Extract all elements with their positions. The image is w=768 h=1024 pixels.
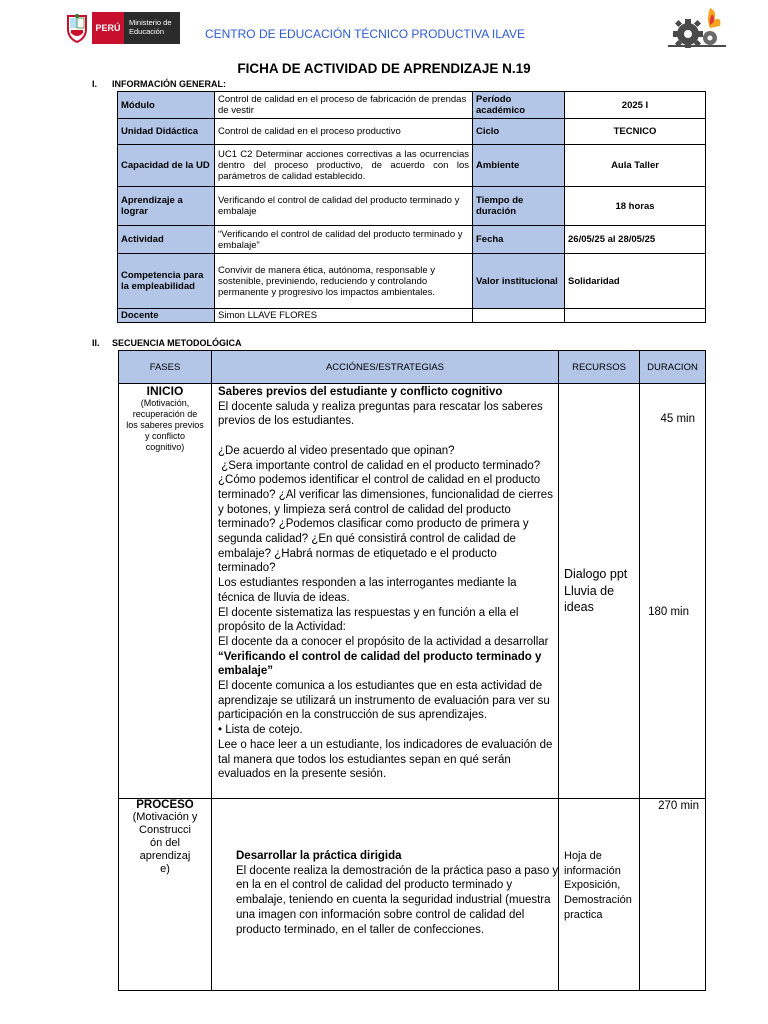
section-number: II. bbox=[92, 338, 100, 348]
table-row-inicio bbox=[119, 384, 706, 799]
action-line: segunda calidad? ¿En qué consistirá control de calidad de bbox=[218, 533, 516, 546]
section-title: SECUENCIA METODOLÓGICA bbox=[112, 338, 242, 348]
page-title: FICHA DE ACTIVIDAD DE APRENDIZAJE N.19 bbox=[237, 61, 531, 76]
action-line: El docente realiza la demostración de la práctica paso a paso y bbox=[236, 864, 559, 877]
phase-sub-line: (Motivación y bbox=[132, 811, 198, 823]
phase-sub-line: Construcci bbox=[139, 824, 191, 836]
ambiente-value: Aula Taller bbox=[565, 145, 706, 187]
section-heading-general bbox=[92, 79, 226, 89]
tiempo-value: 18 horas bbox=[565, 187, 706, 226]
table-row bbox=[118, 187, 706, 226]
modulo-label: Módulo bbox=[118, 92, 215, 119]
aprendizaje-label: Aprendizaje a lograr bbox=[118, 187, 215, 226]
action-line: participación en la construcción de sus aprendizajes. bbox=[218, 709, 488, 722]
periodo-value: 2025 I bbox=[565, 92, 706, 119]
empty-cell bbox=[473, 309, 565, 323]
action-line: terminado? ¿Al verificar las dimensiones, funcionalidad de cierres bbox=[218, 488, 553, 501]
action-line: Lee o hace leer a un estudiante, los indicadores de evaluación de bbox=[218, 738, 553, 751]
action-line: una imagen con información sobre control de calidad del bbox=[236, 908, 525, 921]
resource-line: información bbox=[564, 864, 621, 877]
col-header-recursos: RECURSOS bbox=[559, 351, 640, 384]
section-title: INFORMACIÓN GENERAL: bbox=[112, 79, 226, 89]
action-line: y botones, y limpieza será control de calidad del producto bbox=[218, 503, 511, 516]
resource-line: practica bbox=[564, 908, 603, 921]
unidad-value: Control de calidad en el proceso productivo bbox=[215, 119, 473, 145]
duration-value: 270 min bbox=[658, 800, 699, 812]
phase-inicio-description: (Motivación, recuperación de los saberes previos y conflicto cognitivo) bbox=[126, 398, 204, 452]
unidad-label: Unidad Didáctica bbox=[118, 119, 215, 145]
phase-sub-line: aprendizaj bbox=[139, 850, 191, 862]
phase-proceso-description bbox=[120, 811, 210, 876]
inicio-heading: Saberes previos del estudiante y conflicto cognitivo bbox=[218, 386, 503, 398]
resource-line: Exposición, bbox=[564, 879, 621, 892]
ciclo-value: TECNICO bbox=[565, 119, 706, 145]
action-line: ¿Sera importante control de calidad en el producto terminado? bbox=[218, 459, 541, 472]
valor-label: Valor institucional bbox=[473, 254, 565, 309]
action-line: • Lista de cotejo. bbox=[218, 724, 303, 737]
table-row bbox=[118, 92, 706, 119]
periodo-label: Período académico bbox=[473, 92, 565, 119]
peru-label: PERÚ bbox=[92, 12, 124, 44]
proceso-resources bbox=[559, 799, 640, 991]
phase-sub-line: ón del bbox=[150, 837, 180, 849]
modulo-value: Control de calidad en el proceso de fabricación de prendas de vestir bbox=[215, 92, 473, 119]
action-line: propósito de la Actividad: bbox=[218, 621, 346, 634]
action-line: terminado? ¿Podemos clasificar como producto de primera y bbox=[218, 518, 529, 531]
table-row bbox=[118, 226, 706, 254]
resource-line: ideas bbox=[564, 600, 594, 614]
duration-value: 45 min bbox=[660, 413, 695, 425]
aprendizaje-value: Verificando el control de calidad del producto terminado y embalaje bbox=[215, 187, 473, 226]
resource-line: Lluvia de bbox=[564, 583, 615, 598]
action-line: embalaje, teniendo en cuenta la seguridad industrial (muestra bbox=[236, 894, 551, 907]
action-line: en la en el control de calidad del producto terminado y bbox=[236, 879, 513, 892]
phase-inicio-name: INICIO bbox=[146, 384, 184, 398]
table-row bbox=[118, 309, 706, 323]
docente-value: Simon LLAVE FLORES bbox=[215, 309, 473, 323]
action-line: ¿De acuerdo al video presentado que opinan? bbox=[218, 444, 455, 457]
inicio-actions bbox=[212, 384, 559, 799]
action-line: El docente sistematiza las respuestas y en función a ella el bbox=[218, 606, 519, 619]
action-line: evaluados en la presente sesión. bbox=[218, 768, 387, 781]
resource-line: Dialogo ppt bbox=[564, 567, 628, 581]
section-number: I. bbox=[92, 79, 98, 89]
col-header-acciones: ACCIÓNES/ESTRATEGIAS bbox=[212, 351, 559, 384]
ministry-label: Ministerio de Educación bbox=[124, 12, 180, 44]
col-header-fases: FASES bbox=[119, 351, 212, 384]
action-line: El docente comunica a los estudiantes que en esta actividad de bbox=[218, 680, 543, 693]
actividad-value: “Verificando el control de calidad del producto terminado y embalaje” bbox=[215, 226, 473, 254]
ambiente-label: Ambiente bbox=[473, 145, 565, 187]
fecha-label: Fecha bbox=[473, 226, 565, 254]
inicio-resources bbox=[559, 384, 640, 799]
docente-label: Docente bbox=[118, 309, 215, 323]
action-line: El docente da a conocer el propósito de la actividad a desarrollar bbox=[218, 635, 549, 648]
phase-proceso-name: PROCESO bbox=[136, 799, 194, 811]
competencia-label: Competencia para la empleabilidad bbox=[118, 254, 215, 309]
phase-sub-line: e) bbox=[160, 863, 170, 875]
competencia-value: Convivir de manera ética, autónoma, responsable y sostenible, previniendo, reduciendo y controlando permanente y progresivo los impactos ambientales. bbox=[215, 254, 473, 309]
action-line: embalaje? ¿Habrá normas de etiquetado e el producto bbox=[218, 547, 497, 560]
resource-line: Demostración bbox=[564, 894, 632, 907]
actividad-label: Actividad bbox=[118, 226, 215, 254]
valor-value: Solidaridad bbox=[565, 254, 706, 309]
action-line: técnica de lluvia de ideas. bbox=[218, 591, 350, 604]
col-header-duracion: DURACION bbox=[640, 351, 706, 384]
fecha-value: 26/05/25 al 28/05/25 bbox=[565, 226, 706, 254]
capacidad-value: UC1 C2 Determinar acciones correctivas a las ocurrencias dentro del proceso productivo, de acuerdo con los parámetros de calidad establecido. bbox=[215, 145, 473, 187]
proceso-heading: Desarrollar la práctica dirigida bbox=[236, 850, 402, 862]
section-heading-methodology bbox=[92, 338, 242, 348]
table-row-proceso bbox=[119, 799, 706, 991]
tiempo-label: Tiempo de duración bbox=[473, 187, 565, 226]
action-line: tal manera que todos los estudiantes sepan en qué serán bbox=[218, 753, 511, 766]
action-line: aprendizaje se utilizará un instrumento de evaluación para ver su bbox=[218, 694, 550, 707]
table-header-row bbox=[119, 351, 706, 384]
action-line: previos de los estudiantes. bbox=[218, 415, 355, 428]
inicio-duration bbox=[640, 384, 706, 799]
action-line: Los estudiantes responden a las interrogantes mediante la bbox=[218, 577, 517, 590]
page-header bbox=[0, 0, 768, 56]
table-row bbox=[118, 119, 706, 145]
action-line: terminado? bbox=[218, 562, 276, 575]
gear-flame-logo-icon bbox=[666, 6, 728, 48]
ciclo-label: Ciclo bbox=[473, 119, 565, 145]
resource-line: Hoja de bbox=[564, 850, 602, 862]
action-line: producto terminado, en el taller de confecciones. bbox=[236, 923, 485, 936]
table-row bbox=[118, 145, 706, 187]
action-line: ¿Cómo podemos identificar el control de calidad en el producto bbox=[218, 474, 541, 487]
activity-purpose-line: “Verificando el control de calidad del producto terminado y bbox=[218, 650, 542, 663]
activity-purpose-line: embalaje” bbox=[218, 665, 273, 678]
proceso-actions bbox=[212, 799, 559, 991]
action-line: El docente saluda y realiza preguntas para rescatar los saberes bbox=[218, 400, 543, 413]
duration-value: 180 min bbox=[648, 606, 689, 618]
capacidad-label: Capacidad de la UD bbox=[118, 145, 215, 187]
table-row bbox=[118, 254, 706, 309]
center-name: CENTRO DE EDUCACIÓN TÉCNICO PRODUCTIVA ILAVE bbox=[204, 27, 526, 41]
general-info-table bbox=[117, 91, 706, 323]
proceso-duration bbox=[640, 799, 706, 991]
empty-cell bbox=[565, 309, 706, 323]
methodology-table bbox=[118, 350, 706, 991]
